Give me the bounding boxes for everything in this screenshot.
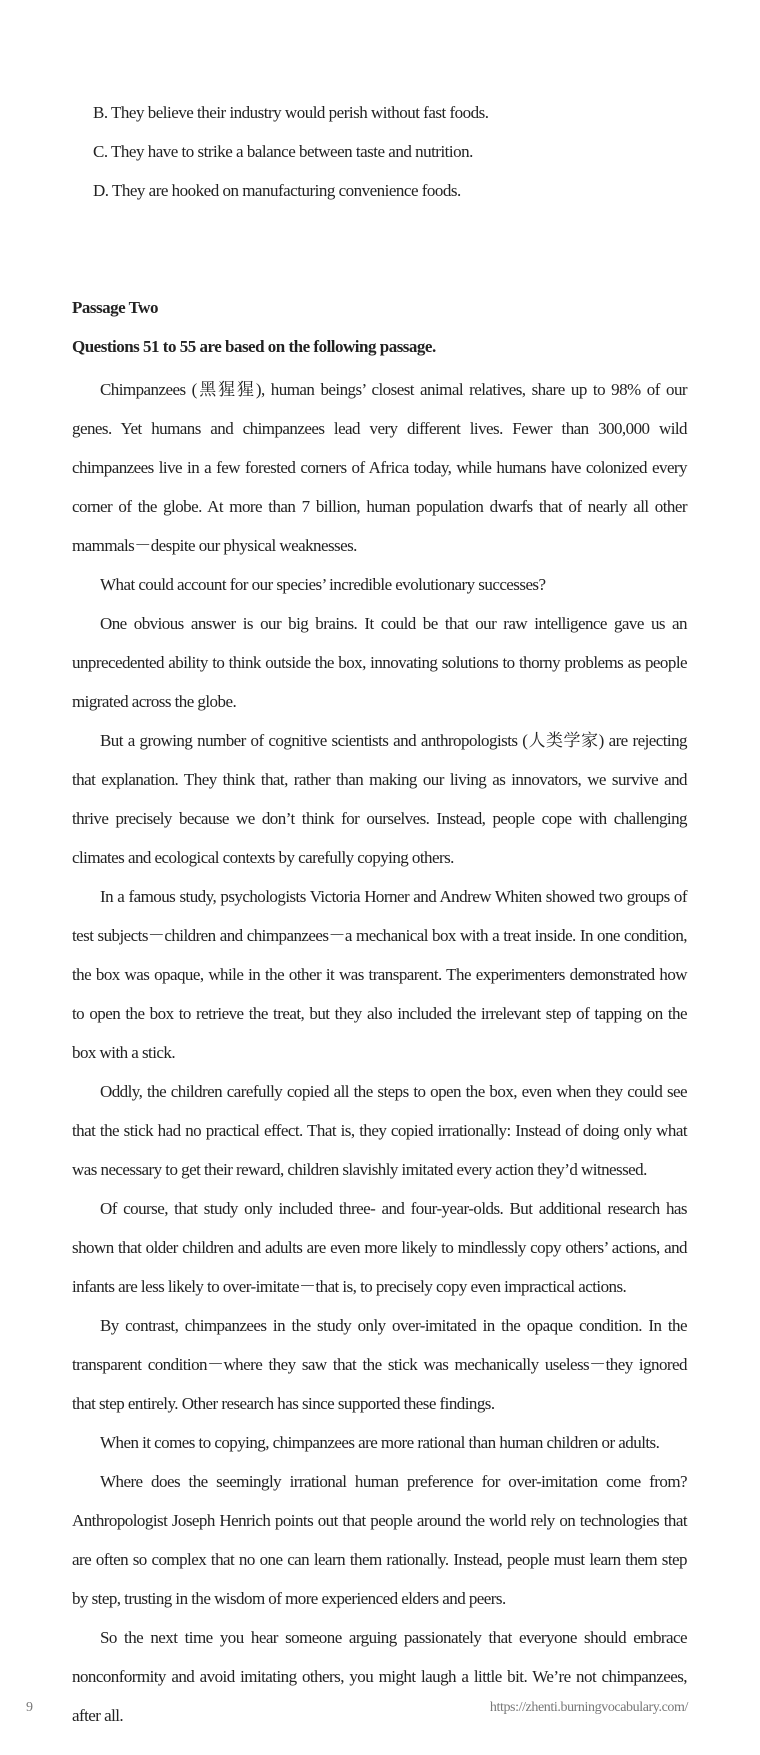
answer-options (93, 93, 693, 210)
option-c: C. They have to strike a balance between taste and nutrition. (93, 142, 473, 161)
paragraph: So the next time you hear someone arguing passionately that everyone should embrace nonconformity and avoid imitating others, you might laugh a little bit. We’re not chimpanzees, after all. (72, 1628, 687, 1725)
paragraph: But a growing number of cognitive scientists and anthropologists (人类学家) are rejecting that explanation. They think that, rather than making our living as innovators, we survive and thrive precisely because we don’t think for ourselves. Instead, people cope with challenging climates and ecological contexts by carefully copying others. (72, 731, 687, 867)
paragraph: Oddly, the children carefully copied all the steps to open the box, even when they could see that the stick had no practical effect. That is, they copied irrationally: Instead of doing only what was necessary to get their reward, children slavishly imitated every action they’d witnessed. (72, 1082, 687, 1179)
paragraph: One obvious answer is our big brains. It could be that our raw intelligence gave us an unprecedented ability to think outside the box, innovating solutions to thorny problems as people migrated across the globe. (72, 614, 687, 711)
paragraph: When it comes to copying, chimpanzees are more rational than human children or adults. (100, 1433, 660, 1452)
paragraph: What could account for our species’ incredible evolutionary successes? (100, 575, 546, 594)
passage-two (72, 288, 687, 1735)
paragraph: Of course, that study only included three- and four-year-olds. But additional research has shown that older children and adults are even more likely to mindlessly copy others’ actions, and infants are less likely to over-imitate－that is, to precisely copy even impractical actions. (72, 1199, 687, 1296)
paragraph: By contrast, chimpanzees in the study only over-imitated in the opaque condition. In the transparent condition－where they saw that the stick was mechanically useless－they ignored that step entirely. Other research has since supported these findings. (72, 1316, 687, 1413)
passage-instruction: Questions 51 to 55 are based on the following passage. (72, 337, 436, 356)
page-number: 9 (26, 1700, 33, 1715)
paragraph: Where does the seemingly irrational human preference for over-imitation come from? Anthropologist Joseph Henrich points out that people around the world rely on technologies that are often so complex that no one can learn them rationally. Instead, people must learn them step by step, trusting in the wisdom of more experienced elders and peers. (72, 1472, 687, 1608)
passage-body (72, 370, 687, 1735)
footer-url[interactable]: https://zhenti.burningvocabulary.com/ (489, 1700, 688, 1715)
passage-title: Passage Two (72, 298, 158, 317)
paragraph: In a famous study, psychologists Victoria Horner and Andrew Whiten showed two groups of test subjects－children and chimpanzees－a mechanical box with a treat inside. In one condition, the box was opaque, while in the other it was transparent. The experimenters demonstrated how to open the box to retrieve the treat, but they also included the irrelevant step of tapping on the box with a stick. (72, 887, 687, 1062)
option-d: D. They are hooked on manufacturing convenience foods. (93, 181, 461, 200)
option-b: B. They believe their industry would perish without fast foods. (93, 103, 489, 122)
paragraph: Chimpanzees (黑猩猩), human beings’ closest animal relatives, share up to 98% of our genes. Yet humans and chimpanzees lead very different lives. Fewer than 300,000 wild chimpanzees live in a few forested corners of Africa today, while humans have colonized every corner of the globe. At more than 7 billion, human population dwarfs that of nearly all other mammals－despite our physical weaknesses. (72, 380, 687, 555)
